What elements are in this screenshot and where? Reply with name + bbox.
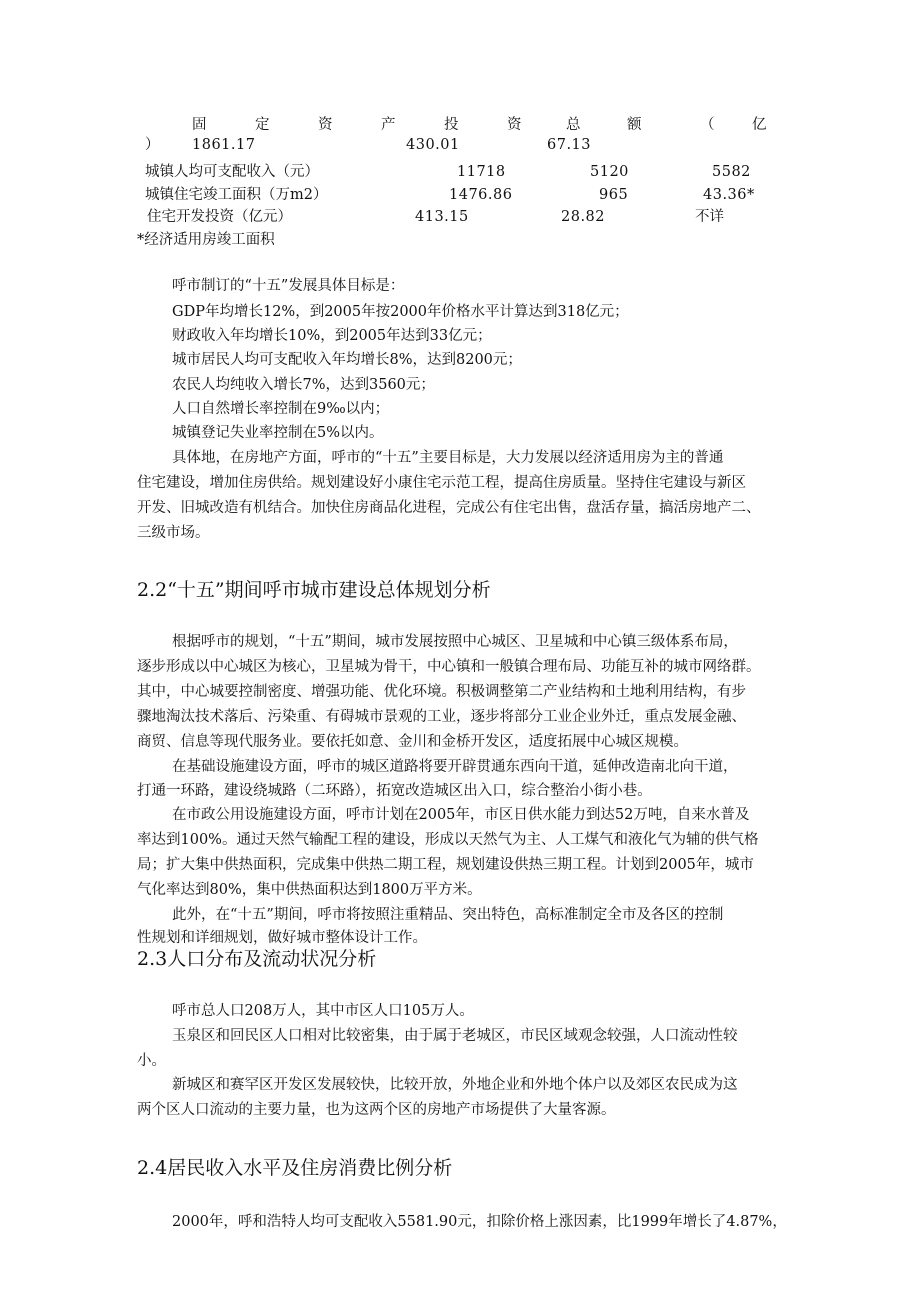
paragraph-line: 呼市总人口208万人，其中市区人口105万人。 [172, 1003, 474, 1019]
table-cell: 413.15 [415, 209, 469, 225]
paragraph-line: 气化率达到80%，集中供热面积达到1800万平方米。 [137, 882, 482, 898]
table-cell: 965 [599, 187, 629, 203]
label-char: （ [700, 117, 715, 133]
table-cell: 430.01 [406, 137, 460, 153]
paragraph-line: 在基础设施建设方面，呼市的城区道路将要开辟贯通东西向干道，延伸改造南北向干道， [172, 759, 738, 775]
section-heading: 2.3人口分布及流动状况分析 [137, 948, 377, 970]
paragraph-line: 性规划和详细规划，做好城市整体设计工作。 [137, 930, 427, 946]
section-heading: 2.2“十五”期间呼市城市建设总体规划分析 [137, 579, 491, 601]
goal-item: GDP年均增长12%，到2005年按2000年价格水平计算达到318亿元； [172, 304, 629, 320]
paragraph-line: 小。 [137, 1053, 166, 1069]
table-cell: 不详 [695, 209, 724, 225]
paragraph-line: 三级市场。 [137, 525, 210, 541]
label-char: 资 [318, 117, 333, 133]
paragraph-line: 2000年，呼和浩特人均可支配收入5581.90元，扣除价格上涨因素，比1999年增长了4.87%， [172, 1214, 787, 1230]
table-footnote: *经济适用房竣工面积 [137, 232, 275, 248]
goal-item: 农民人均纯收入增长7%，达到3560元； [172, 377, 435, 393]
goal-item: 财政收入年均增长10%，到2005年达到33亿元； [172, 328, 492, 344]
table-row-label: 住宅开发投资（亿元） [147, 209, 292, 225]
paragraph-line: 住宅建设，增加住房供给。规划建设好小康住宅示范工程，提高住房质量。坚持住宅建设与新区 [137, 475, 746, 491]
paragraph-line: 玉泉区和回民区人口相对比较密集，由于属于老城区，市民区域观念较强，人口流动性较 [172, 1028, 738, 1044]
paragraph-line: 商贸、信息等现代服务业。要依托如意、金川和金桥开发区，适度拓展中心城区规模。 [137, 734, 688, 750]
paragraph-line: 其中，中心城要控制密度、增强功能、优化环境。积极调整第二产业结构和土地利用结构，有步 [137, 684, 746, 700]
label-char: 产 [381, 117, 396, 133]
paragraph-line: 打通一环路，建设绕城路（二环路），拓宽改造城区出入口，综合整治小街小巷。 [137, 783, 652, 799]
table-row-label: 城镇住宅竣工面积（万m2） [145, 187, 328, 203]
table-cell: 1476.86 [449, 187, 513, 203]
table-cell: 67.13 [547, 137, 592, 153]
label-char: 额 [627, 117, 642, 133]
paragraph-line: 具体地，在房地产方面，呼市的“十五”主要目标是，大力发展以经济适用房为主的普通 [172, 450, 724, 466]
label-char: 投 [444, 117, 459, 133]
table-cell: 5120 [590, 164, 629, 180]
paragraph-line: 逐步形成以中心城区为核心，卫星城为骨干，中心镇和一般镇合理布局、功能互补的城市网络群。 [137, 659, 761, 675]
paragraph-line: 新城区和赛罕区开发区发展较快，比较开放，外地企业和外地个体户以及郊区农民成为这 [172, 1077, 738, 1093]
label-char: 总 [566, 117, 581, 133]
label-char: 固 [192, 117, 207, 133]
table-cell: 1861.17 [192, 137, 256, 153]
paragraph-line: 局；扩大集中供热面积，完成集中供热二期工程，规划建设供热三期工程。计划到2005年，城市 [137, 857, 754, 873]
goal-item: 城市居民人均可支配收入年均增长8%，达到8200元； [172, 352, 522, 368]
goals-intro: 呼市制订的“十五”发展具体目标是： [172, 278, 405, 294]
paragraph-line: 在市政公用设施建设方面，呼市计划在2005年，市区日供水能力到达52万吨，自来水普及 [172, 807, 750, 823]
label-char: 定 [255, 117, 270, 133]
label-char: 亿 [752, 117, 767, 133]
goal-item: 城镇登记失业率控制在5%以内。 [172, 425, 384, 441]
goal-item: 人口自然增长率控制在9‰以内； [172, 401, 390, 417]
paragraph-line: 根据呼市的规划，“十五”期间，城市发展按照中心城区、卫星城和中心镇三级体系布局， [172, 634, 738, 650]
table-row-label: 城镇人均可支配收入（元） [145, 164, 319, 180]
table-cell: 5582 [712, 164, 751, 180]
label-char: 资 [507, 117, 522, 133]
paragraph-line: 骤地淘汰技术落后、污染重、有碍城市景观的工业，逐步将部分工业企业外迁，重点发展金融、 [137, 709, 746, 725]
paragraph-line: 开发、旧城改造有机结合。加快住房商品化进程，完成公有住宅出售，盘活存量，搞活房地产二、 [137, 500, 761, 516]
table-cell: 43.36* [703, 187, 755, 203]
paragraph-line: 此外，在“十五”期间，呼市将按照注重精品、突出特色，高标准制定全市及各区的控制 [172, 907, 724, 923]
table-cell: 28.82 [561, 209, 606, 225]
label-tail: ） [145, 137, 160, 153]
table-cell: 11718 [457, 164, 506, 180]
paragraph-line: 率达到100%。通过天然气输配工程的建设，形成以天然气为主、人工煤气和液化气为辅的供气格 [137, 832, 759, 848]
paragraph-line: 两个区人口流动的主要力量，也为这两个区的房地产市场提供了大量客源。 [137, 1102, 616, 1118]
section-heading: 2.4居民收入水平及住房消费比例分析 [137, 1157, 453, 1179]
